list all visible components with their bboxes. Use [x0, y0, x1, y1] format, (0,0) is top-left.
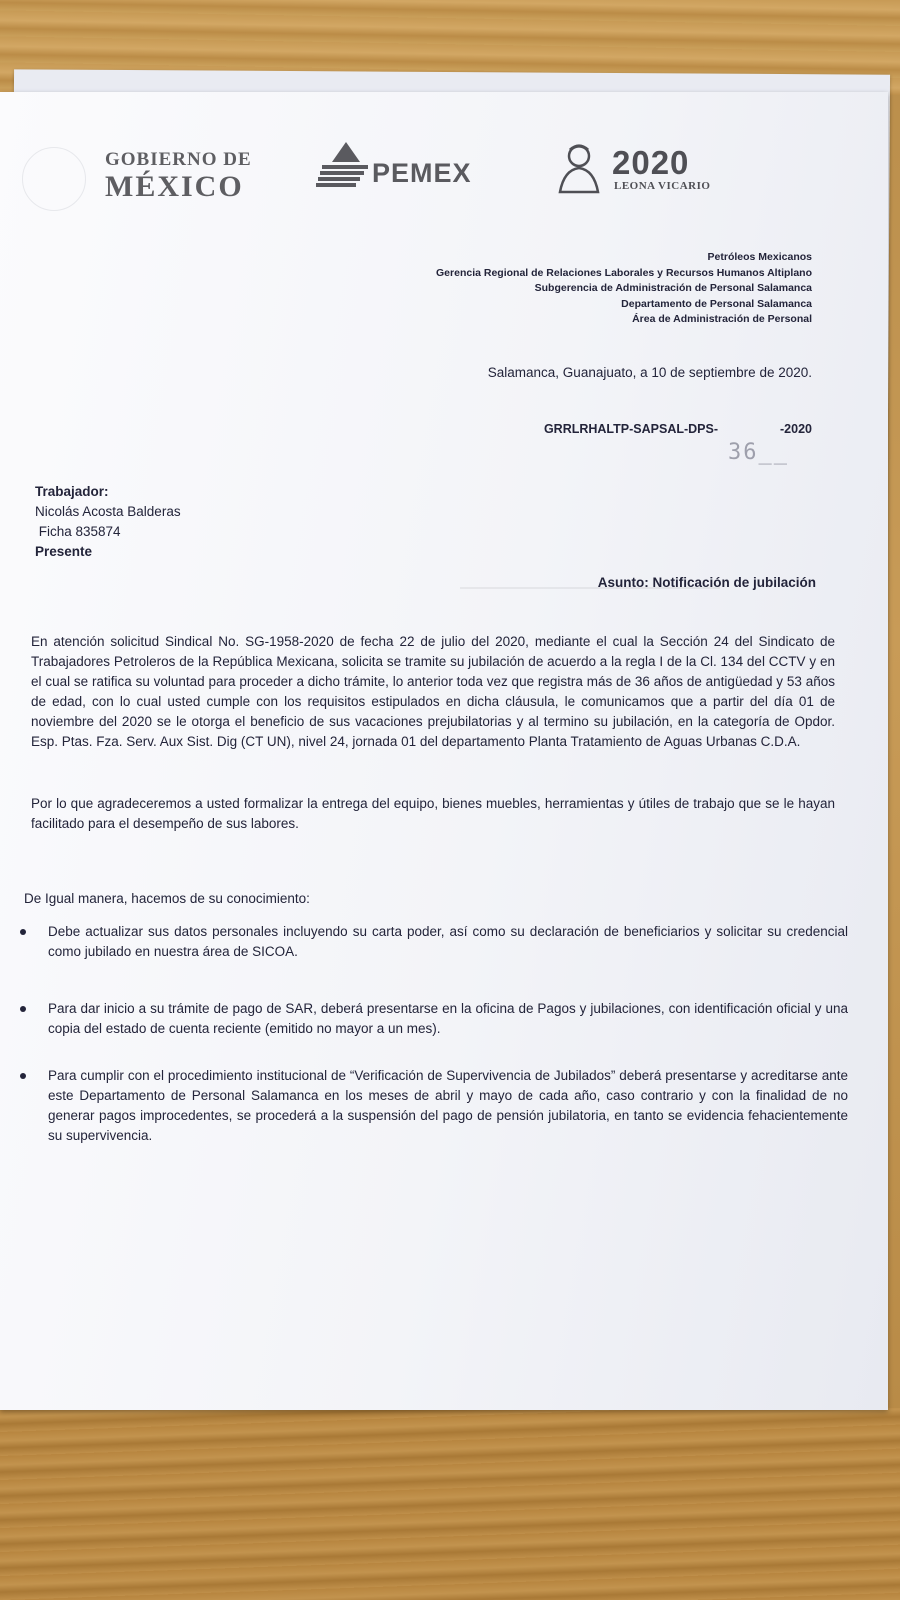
list-item-text: Para dar inicio a su trámite de pago de SAR, deberá presentarse en la oficina de Pagos y jubilaciones, con identificación oficial y una copia del estado de cuenta reciente (emitido no mayor a un mes).: [48, 1001, 848, 1036]
bullet-icon: [20, 1006, 26, 1012]
org-line: Subgerencia de Administración de Personal Salamanca: [534, 282, 812, 294]
list-item-text: Debe actualizar sus datos personales incluyendo su carta poder, así como su declaración de beneficiarios y solicitar su credencial como jubilado en nuestra área de SICOA.: [48, 924, 848, 959]
recipient-ficha: Ficha 835874: [35, 524, 121, 539]
pemex-eagle-icon: [316, 140, 372, 190]
recipient-label: Trabajador:: [35, 484, 109, 499]
org-line: Departamento de Personal Salamanca: [621, 297, 812, 310]
mexico-seal-icon: [22, 147, 86, 211]
body-paragraph-2: Por lo que agradeceremos a usted formalizar la entrega del equipo, bienes muebles, herramientas y útiles de trabajo que se le hayan facilitado para el desempeño de sus labores.: [31, 796, 835, 831]
commemorative-year: 2020: [612, 144, 690, 181]
reference-suffix: -2020: [780, 422, 812, 436]
pemex-wordmark: PEMEX: [372, 158, 472, 188]
recipient-name: Nicolás Acosta Balderas: [35, 504, 181, 519]
gobierno-de-mexico-logo: [105, 150, 252, 202]
date-line: Salamanca, Guanajuato, a 10 de septiembre de 2020.: [487, 365, 812, 380]
org-line: Petróleos Mexicanos: [707, 251, 812, 263]
gobierno-line1: GOBIERNO DE: [105, 149, 252, 170]
org-line: Gerencia Regional de Relaciones Laborales y Recursos Humanos Altiplano: [436, 266, 812, 279]
handwritten-number: 36__: [728, 440, 789, 465]
wood-table-bottom: [0, 1408, 900, 1600]
organization-block: [436, 250, 812, 328]
reference-number: [544, 422, 812, 436]
recipient-block: [35, 482, 181, 562]
bullet-icon: [20, 929, 26, 935]
gobierno-line2: MÉXICO: [105, 170, 244, 203]
org-line: Área de Administración de Personal: [632, 313, 812, 325]
recipient-closing: Presente: [35, 544, 93, 559]
reference-prefix: GRRLRHALTP-SAPSAL-DPS-: [543, 422, 719, 436]
body-paragraph-1: En atención solicitud Sindical No. SG-1958-2020 de fecha 22 de julio del 2020, mediante el cual la Sección 24 del Sindicato de Trabajadores Petroleros de la República Mexicana, solicita se tramite su jubilación de acuerdo a la regla I de la Cl. 134 del CCTV y en el cual se ratifica su voluntad para proceder a dicho trámite, lo anterior toda vez que registra más de 36 años de antigüedad y 53 años de edad, con lo cual usted cumple con los requisitos estipulados en dicha cláusula, le comunicamos que a partir del día 01 de noviembre del 2020 se le otorga el beneficio de sus vacaciones prejubilatorias y al termino su jubilación, en la categoría de Opdor. Esp. Ptas. Fza. Serv. Aux Sist. Dig (CT UN), nivel 24, jornada 01 del departamento Planta Tratamiento de Aguas Urbanas C.D.A.: [31, 634, 835, 749]
subject-line: Asunto: Notificación de jubilación: [597, 575, 816, 590]
body-paragraph-3: De Igual manera, hacemos de su conocimiento:: [24, 891, 310, 906]
leona-vicario-portrait-icon: [550, 142, 608, 194]
bullet-icon: [20, 1073, 26, 1079]
letterhead: [0, 92, 888, 222]
commemorative-name: LEONA VICARIO: [614, 180, 711, 192]
list-item-text: Para cumplir con el procedimiento institucional de “Verificación de Supervivencia de Jubilados” deberá presentarse y acreditarse ante este Departamento de Personal Salamanca en los meses de abril y mayo de cada año, caso contrario y con la finalidad de no generar pagos improcedentes, se procederá a la suspensión del pago de pensión jubilatoria, en tanto se evidencia fehacientemente su supervivencia.: [48, 1068, 848, 1143]
letter-page: [0, 92, 888, 1410]
